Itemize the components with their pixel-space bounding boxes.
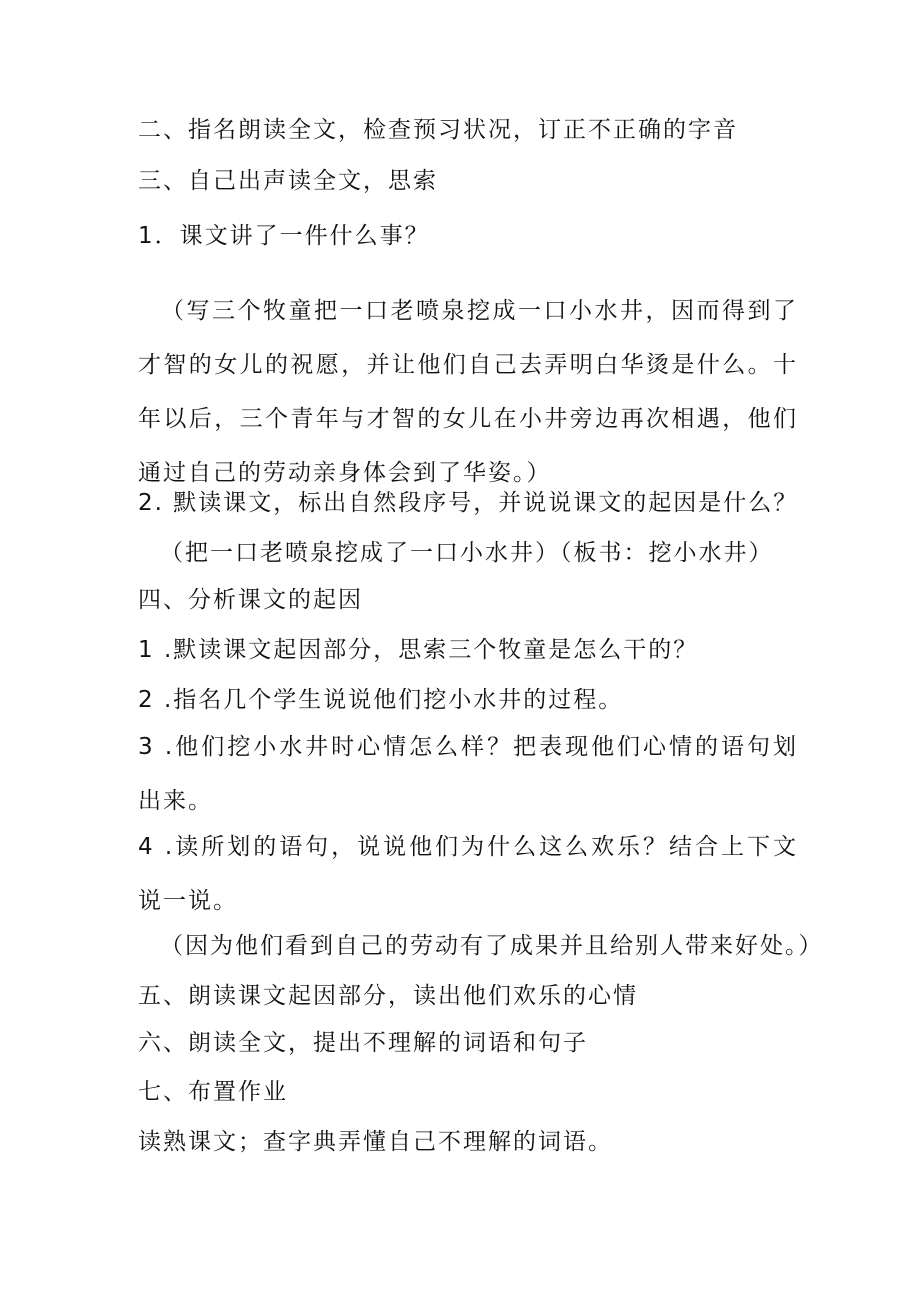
answer-four-line: （因为他们看到自己的劳动有了成果并且给别人带来好处。） — [160, 933, 824, 959]
item-one-line: 1 .默读课文起因部分，思索三个牧童是怎么干的？ — [138, 637, 699, 663]
item-three-paragraph: 3 .他们挖小水井时心情怎么样？把表现他们心情的语句划出来。 — [138, 734, 798, 814]
step-four-line: 四、分析课文的起因 — [138, 587, 363, 613]
question-two-line: 2. 默读课文，标出自然段序号，并说说课文的起因是什么？ — [138, 490, 799, 516]
step-three-line: 三、自己出声读全文，思索 — [138, 168, 438, 194]
item-two-line: 2 .指名几个学生说说他们挖小水井的过程。 — [138, 687, 624, 713]
story-summary-paragraph: （写三个牧童把一口老喷泉挖成一口小水井，因而得到了才智的女儿的祝愿，并让他们自己去弄明白华烫是什么。十年以后，三个青年与才智的女儿在小井旁边再次相遇，他们通过自己的劳动亲身体会到了华姿。） — [138, 298, 798, 486]
question-one-line: 1．课文讲了一件什么事？ — [138, 223, 430, 249]
step-six-line: 六、朗读全文，提出不理解的词语和句子 — [138, 1030, 588, 1056]
homework-line: 读熟课文；查字典弄懂自己不理解的词语。 — [138, 1129, 613, 1155]
step-seven-line: 七、布置作业 — [138, 1079, 288, 1105]
answer-two-line: （把一口老喷泉挖成了一口小水井）（板书：挖小水井） — [160, 540, 774, 566]
item-four-paragraph: 4 .读所划的语句，说说他们为什么这么欢乐？结合上下文说一说。 — [138, 834, 798, 914]
step-five-line: 五、朗读课文起因部分，读出他们欢乐的心情 — [138, 983, 638, 1009]
step-two-line: 二、指名朗读全文，检查预习状况，订正不正确的字音 — [138, 117, 738, 143]
